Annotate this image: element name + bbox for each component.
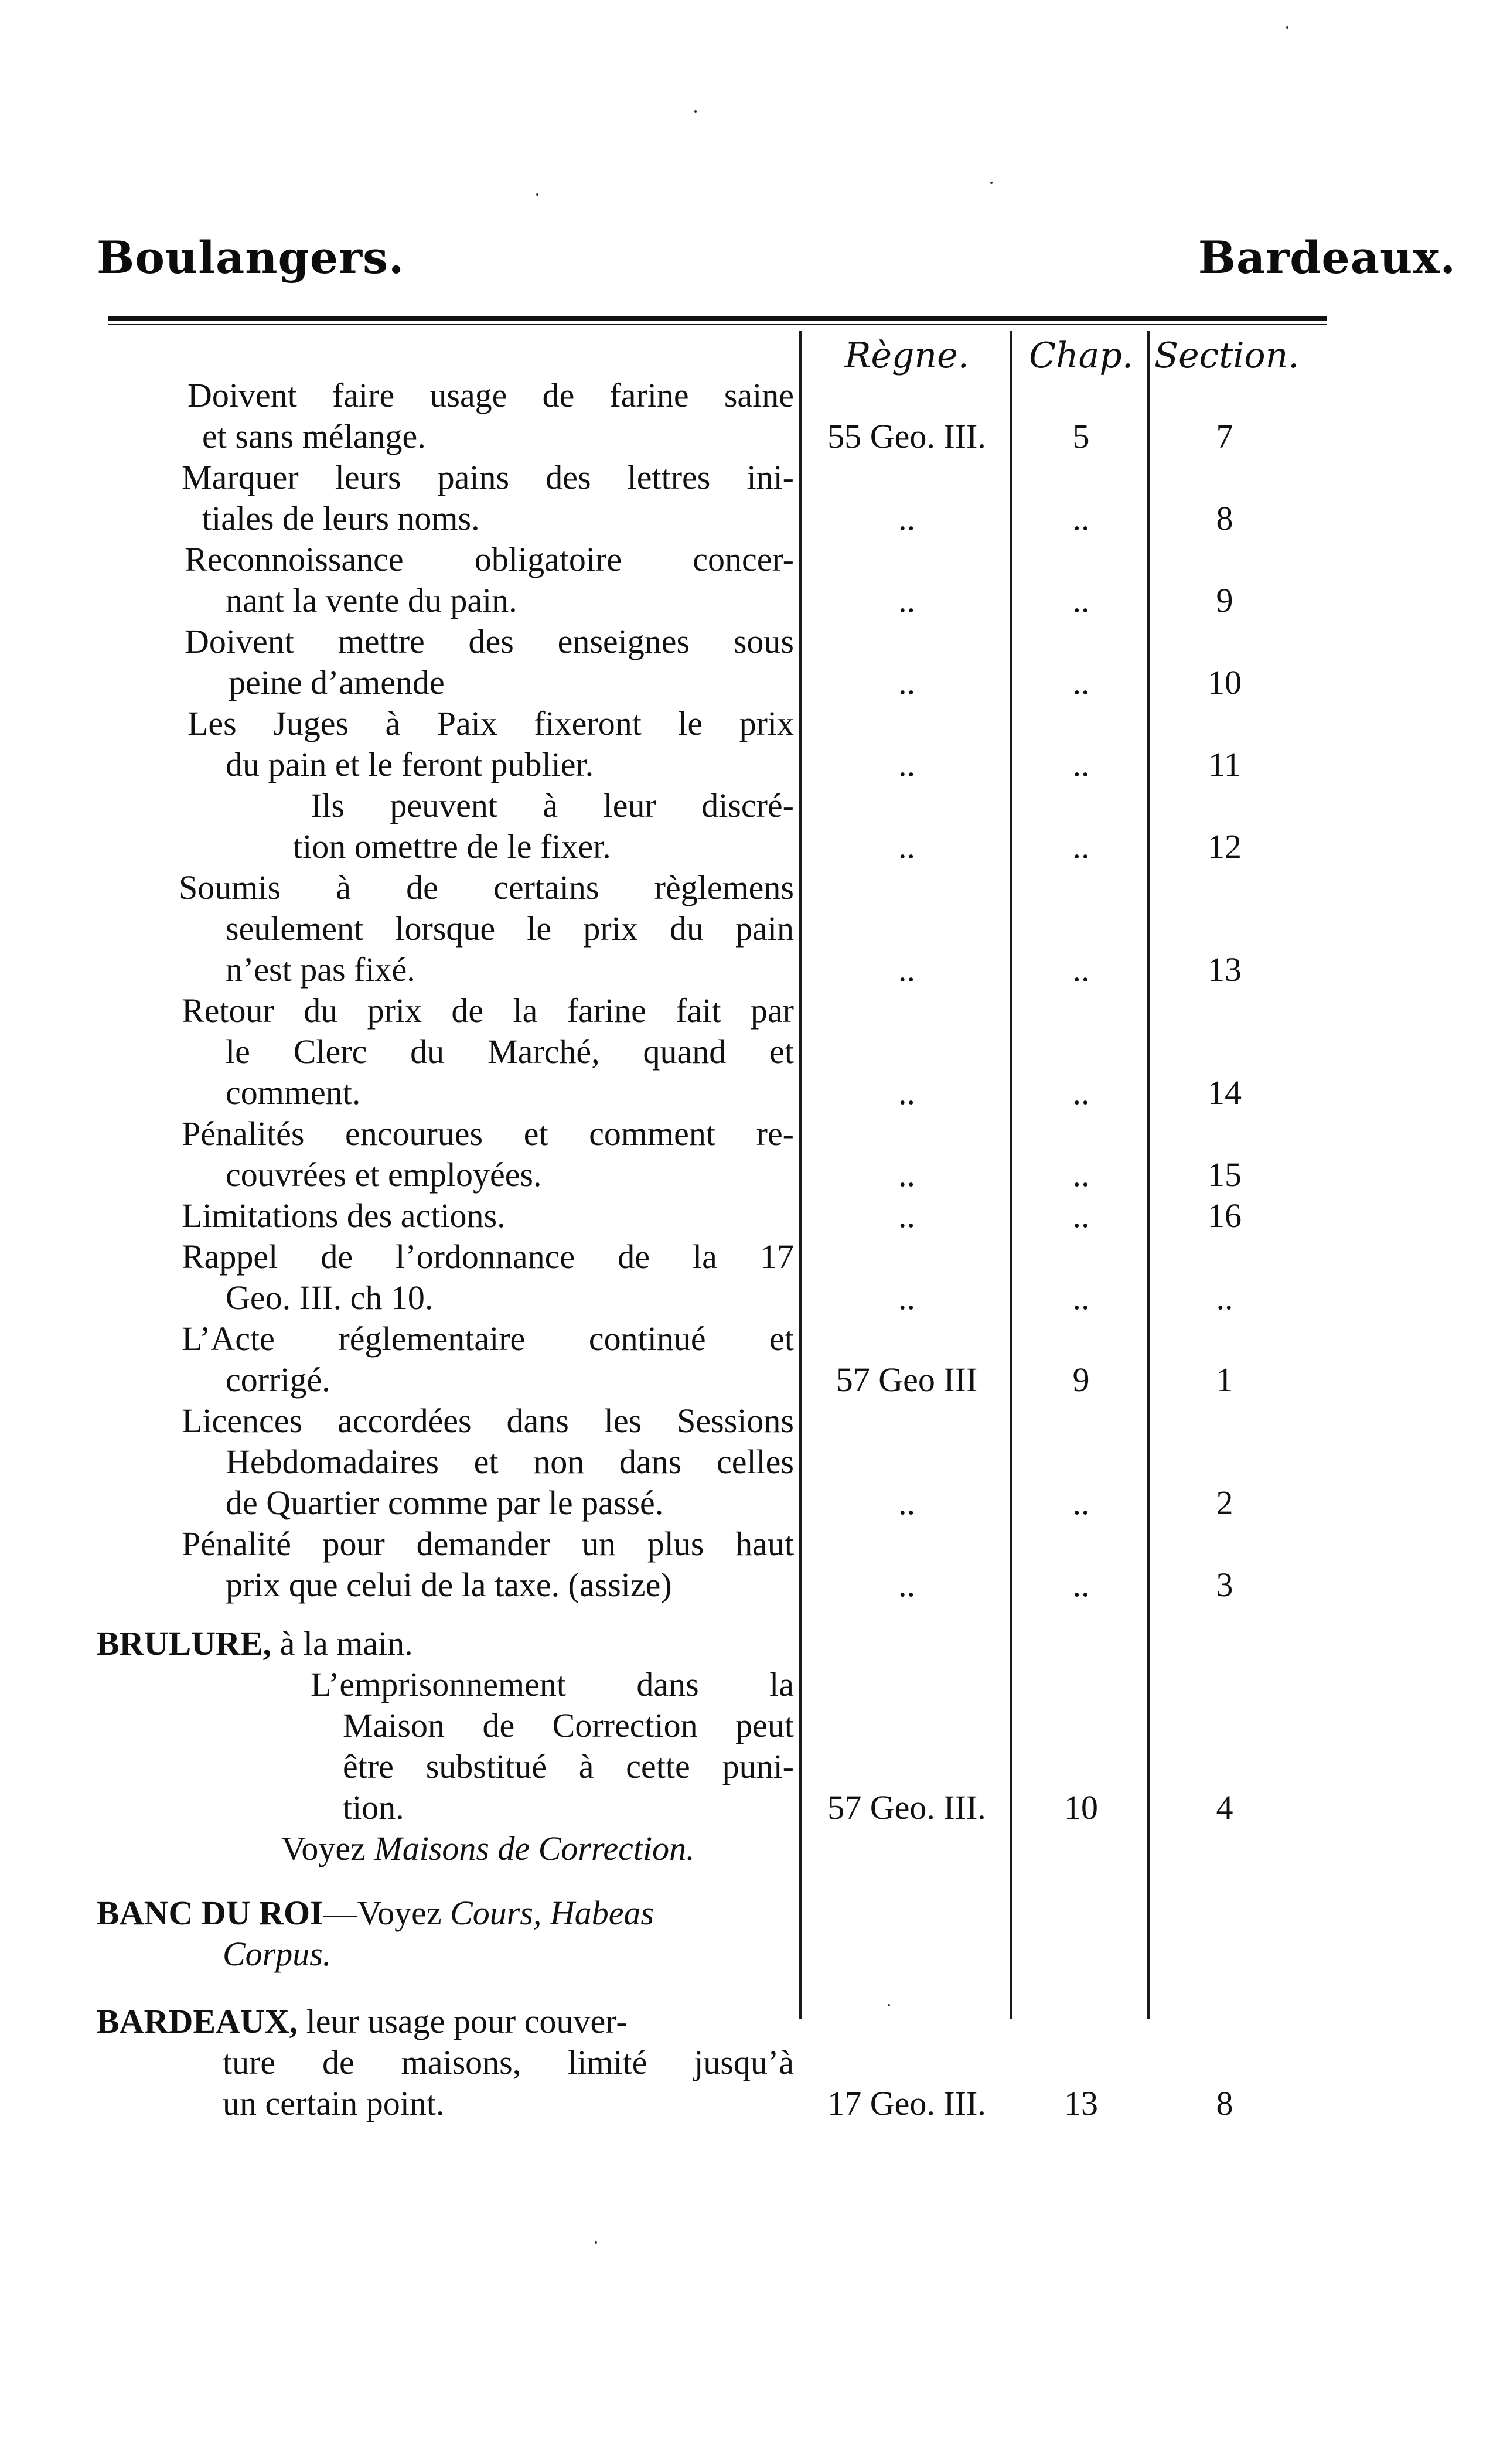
- entry-line: [0, 1359, 1233, 1400]
- entry-cross-reference: Corpus.: [223, 1935, 332, 1973]
- cell-section: 4: [1216, 1788, 1233, 1826]
- cell-section: 13: [1208, 950, 1242, 989]
- entry-text: [97, 1623, 413, 1664]
- cell-section: 7: [1216, 417, 1233, 455]
- entry-body-text: nant la vente du pain.: [226, 581, 517, 619]
- entry-text: [281, 1828, 695, 1869]
- entry-line: [0, 1113, 800, 1154]
- entry-body-text: L’emprisonnement dans la: [311, 1665, 794, 1703]
- entry-body-text: corrigé.: [226, 1361, 330, 1399]
- running-head-left: Boulangers.: [97, 231, 405, 284]
- entry-text: [343, 1746, 794, 1787]
- entry-text: [188, 375, 794, 416]
- entry-body-text: Voyez: [281, 1829, 374, 1867]
- entry-body-text: Limitations des actions.: [182, 1197, 506, 1235]
- entry-body-text: un certain point.: [223, 2084, 445, 2122]
- entry-body-text: Geo. III. ch 10.: [226, 1279, 434, 1317]
- entry-line: [0, 703, 800, 744]
- entry-heading: BANC DU ROI: [97, 1894, 323, 1932]
- entry-text: [343, 1787, 404, 1828]
- entry-line: [0, 416, 1233, 457]
- entry-cross-reference: Maisons de Correction.: [374, 1829, 695, 1867]
- entry-line: [0, 1828, 800, 1869]
- entry-line: [0, 908, 800, 949]
- entry-body-text: leur usage pour couver-: [298, 2002, 628, 2040]
- entry-body-text: tion omettre de le fixer.: [293, 827, 611, 865]
- entry-body-text: tion.: [343, 1788, 404, 1826]
- entry-text: [182, 1524, 794, 1565]
- cell-chap: 10: [1064, 1788, 1098, 1826]
- entry-text: [97, 1893, 654, 1934]
- cell-section: 8: [1216, 499, 1233, 537]
- entry-text: [97, 2001, 628, 2042]
- cell-section: 9: [1216, 581, 1233, 619]
- cell-regne: ..: [898, 581, 915, 619]
- entry-line: [0, 785, 800, 826]
- cell-chap: ..: [1072, 1156, 1090, 1194]
- entry-text: [226, 1277, 433, 1318]
- entry-text: [226, 949, 415, 990]
- entry-text: [226, 1359, 330, 1400]
- cell-regne: 55 Geo. III.: [827, 417, 986, 455]
- cell-regne: 17 Geo. III.: [827, 2084, 986, 2122]
- cell-regne: ..: [898, 1279, 915, 1317]
- cell-chap: ..: [1072, 950, 1090, 989]
- entry-text: [182, 457, 794, 498]
- cell-section: 14: [1208, 1073, 1242, 1112]
- entry-text: [202, 498, 480, 539]
- entry-line: [0, 949, 1242, 990]
- entry-body-text: Hebdomadaires et non dans celles: [226, 1443, 794, 1481]
- entry-body-text: —Voyez: [323, 1894, 451, 1932]
- entry-body-text: et sans mélange.: [202, 417, 426, 455]
- cell-section: 3: [1216, 1566, 1233, 1604]
- entry-line: [0, 867, 800, 908]
- entry-line: [0, 1318, 800, 1359]
- entry-text: [179, 867, 794, 908]
- entry-body-text: comment.: [226, 1073, 361, 1112]
- entry-body-text: Les Juges à Paix fixeront le prix: [188, 704, 794, 742]
- cell-regne: ..: [898, 1073, 915, 1112]
- entry-text: [182, 1400, 794, 1441]
- entry-text: [202, 416, 426, 457]
- entry-body-text: Pénalité pour demander un plus haut: [182, 1525, 794, 1563]
- entry-text: [226, 1072, 360, 1113]
- cell-section: 16: [1208, 1197, 1242, 1235]
- entry-body-text: Soumis à de certains règlemens: [179, 868, 794, 906]
- cell-chap: ..: [1072, 1484, 1090, 1522]
- running-head-right: Bardeaux.: [1198, 231, 1456, 284]
- entry-line: [0, 1072, 1242, 1113]
- entry-body-text: Marquer leurs pains des lettres ini-: [182, 458, 794, 496]
- entry-line: [0, 662, 1242, 703]
- cell-section: 10: [1208, 663, 1242, 701]
- cell-regne: ..: [898, 1156, 915, 1194]
- entry-text: [182, 1318, 794, 1359]
- cell-chap: ..: [1072, 663, 1090, 701]
- cell-regne: ..: [898, 745, 915, 783]
- entry-text: [226, 1441, 794, 1483]
- entry-text: [226, 1565, 672, 1606]
- entry-line: [0, 1787, 1233, 1828]
- entry-body-text: Retour du prix de la farine fait par: [182, 991, 794, 1030]
- cell-regne: ..: [898, 499, 915, 537]
- entry-line: [0, 1441, 800, 1483]
- cell-section: 8: [1216, 2084, 1233, 2122]
- cell-regne: 57 Geo. III.: [827, 1788, 986, 1826]
- cell-regne: 57 Geo III: [836, 1361, 978, 1399]
- entry-line: [0, 1277, 1233, 1318]
- cell-regne: ..: [898, 1197, 915, 1235]
- entry-body-text: Doivent mettre des enseignes sous: [185, 622, 794, 660]
- entry-heading: BRULURE,: [97, 1624, 272, 1662]
- entry-line: [0, 1934, 800, 1975]
- entry-body-text: du pain et le feront publier.: [226, 745, 594, 783]
- cell-section: 12: [1208, 827, 1242, 865]
- entry-line: [0, 1565, 1233, 1606]
- entry-body-text: être substitué à cette puni-: [343, 1747, 794, 1785]
- entry-line: [0, 2083, 1233, 2124]
- entry-text: [223, 2083, 445, 2124]
- cell-chap: ..: [1072, 1197, 1090, 1235]
- entry-text: [293, 826, 611, 867]
- cell-chap: ..: [1072, 581, 1090, 619]
- cell-regne: ..: [898, 663, 915, 701]
- entry-body-text: seulement lorsque le prix du pain: [226, 909, 794, 948]
- entry-text: [226, 908, 794, 949]
- entry-line: [0, 1705, 800, 1746]
- header-rule-thick: [108, 316, 1327, 321]
- entry-line: [0, 1400, 800, 1441]
- entry-text: [185, 621, 794, 662]
- entry-text: [182, 1195, 506, 1236]
- entry-text: [182, 990, 794, 1031]
- entry-line: [0, 1483, 1233, 1524]
- entry-line: [0, 1746, 800, 1787]
- cell-chap: ..: [1072, 1073, 1090, 1112]
- entry-body-text: de Quartier comme par le passé.: [226, 1484, 664, 1522]
- entry-text: [343, 1705, 794, 1746]
- cell-section: 1: [1216, 1361, 1233, 1399]
- entry-body-text: Pénalités encourues et comment re-: [182, 1115, 794, 1153]
- entry-body-text: à la main.: [271, 1624, 413, 1662]
- cell-chap: ..: [1072, 499, 1090, 537]
- cell-section: 15: [1208, 1156, 1242, 1194]
- cell-chap: ..: [1072, 827, 1090, 865]
- entry-body-text: n’est pas fixé.: [226, 950, 415, 989]
- entry-line: [0, 457, 800, 498]
- entry-line: [0, 1031, 800, 1072]
- entry-body-text: le Clerc du Marché, quand et: [226, 1032, 794, 1071]
- entry-line: [0, 990, 800, 1031]
- entry-line: [0, 1236, 800, 1277]
- entry-line: [0, 539, 800, 580]
- entry-line: [0, 2042, 800, 2083]
- entry-body-text: L’Acte réglementaire continué et: [182, 1320, 794, 1358]
- entry-body-text: prix que celui de la taxe. (assize): [226, 1566, 672, 1604]
- entry-body-text: Rappel de l’ordonnance de la 17: [182, 1238, 794, 1276]
- entry-body-text: Doivent faire usage de farine saine: [188, 376, 794, 414]
- entry-cross-reference: Cours, Habeas: [450, 1894, 654, 1932]
- header-rule-thin: [108, 324, 1327, 325]
- entry-text: [223, 2042, 794, 2083]
- entry-text: [311, 785, 794, 826]
- entry-body-text: Maison de Correction peut: [343, 1706, 794, 1744]
- column-header-chap: Chap.: [1029, 335, 1133, 376]
- cell-chap: ..: [1072, 1279, 1090, 1317]
- entry-body-text: Reconnoissance obligatoire concer-: [185, 540, 794, 578]
- entry-body-text: tiales de leurs noms.: [202, 499, 480, 537]
- cell-chap: ..: [1072, 745, 1090, 783]
- cell-chap: 13: [1064, 2084, 1098, 2122]
- entry-text: [223, 1934, 331, 1975]
- entry-text: [188, 703, 794, 744]
- cell-regne: ..: [898, 950, 915, 989]
- entry-line: [0, 621, 800, 662]
- cell-regne: ..: [898, 1484, 915, 1522]
- cell-regne: ..: [898, 1566, 915, 1604]
- entry-body-text: Licences accordées dans les Sessions: [182, 1402, 794, 1440]
- cell-regne: ..: [898, 827, 915, 865]
- entry-text: [226, 1031, 794, 1072]
- entry-line: [0, 1664, 800, 1705]
- entry-body-text: couvrées et employées.: [226, 1156, 542, 1194]
- cell-section: ..: [1216, 1279, 1233, 1317]
- entry-line: [0, 1195, 1242, 1236]
- entry-text: [185, 539, 794, 580]
- entry-body-text: peine d’amende: [229, 663, 445, 701]
- cell-section: 11: [1208, 745, 1241, 783]
- entry-line: [0, 1893, 800, 1934]
- entry-line: [0, 580, 1233, 621]
- entry-text: [226, 1154, 542, 1195]
- entry-line: [0, 826, 1242, 867]
- entry-text: [182, 1113, 794, 1154]
- column-header-regne: Règne.: [844, 335, 969, 376]
- cell-chap: 5: [1072, 417, 1090, 455]
- entry-body-text: Ils peuvent à leur discré-: [311, 786, 794, 824]
- entry-text: [182, 1236, 794, 1277]
- entry-heading: BARDEAUX,: [97, 2002, 298, 2040]
- entry-text: [226, 744, 594, 785]
- cell-section: 2: [1216, 1484, 1233, 1522]
- entry-text: [226, 1483, 663, 1524]
- entry-body-text: ture de maisons, limité jusqu’à: [223, 2043, 794, 2081]
- entry-text: [226, 580, 517, 621]
- entry-line: [0, 498, 1233, 539]
- entry-text: [311, 1664, 794, 1705]
- entry-line: [0, 1623, 800, 1664]
- column-header-section: Section.: [1154, 335, 1300, 376]
- cell-chap: ..: [1072, 1566, 1090, 1604]
- entry-text: [229, 662, 445, 703]
- entry-line: [0, 2001, 800, 2042]
- entry-line: [0, 375, 800, 416]
- entry-line: [0, 1154, 1242, 1195]
- entry-line: [0, 1524, 800, 1565]
- entry-line: [0, 744, 1241, 785]
- cell-chap: 9: [1072, 1361, 1090, 1399]
